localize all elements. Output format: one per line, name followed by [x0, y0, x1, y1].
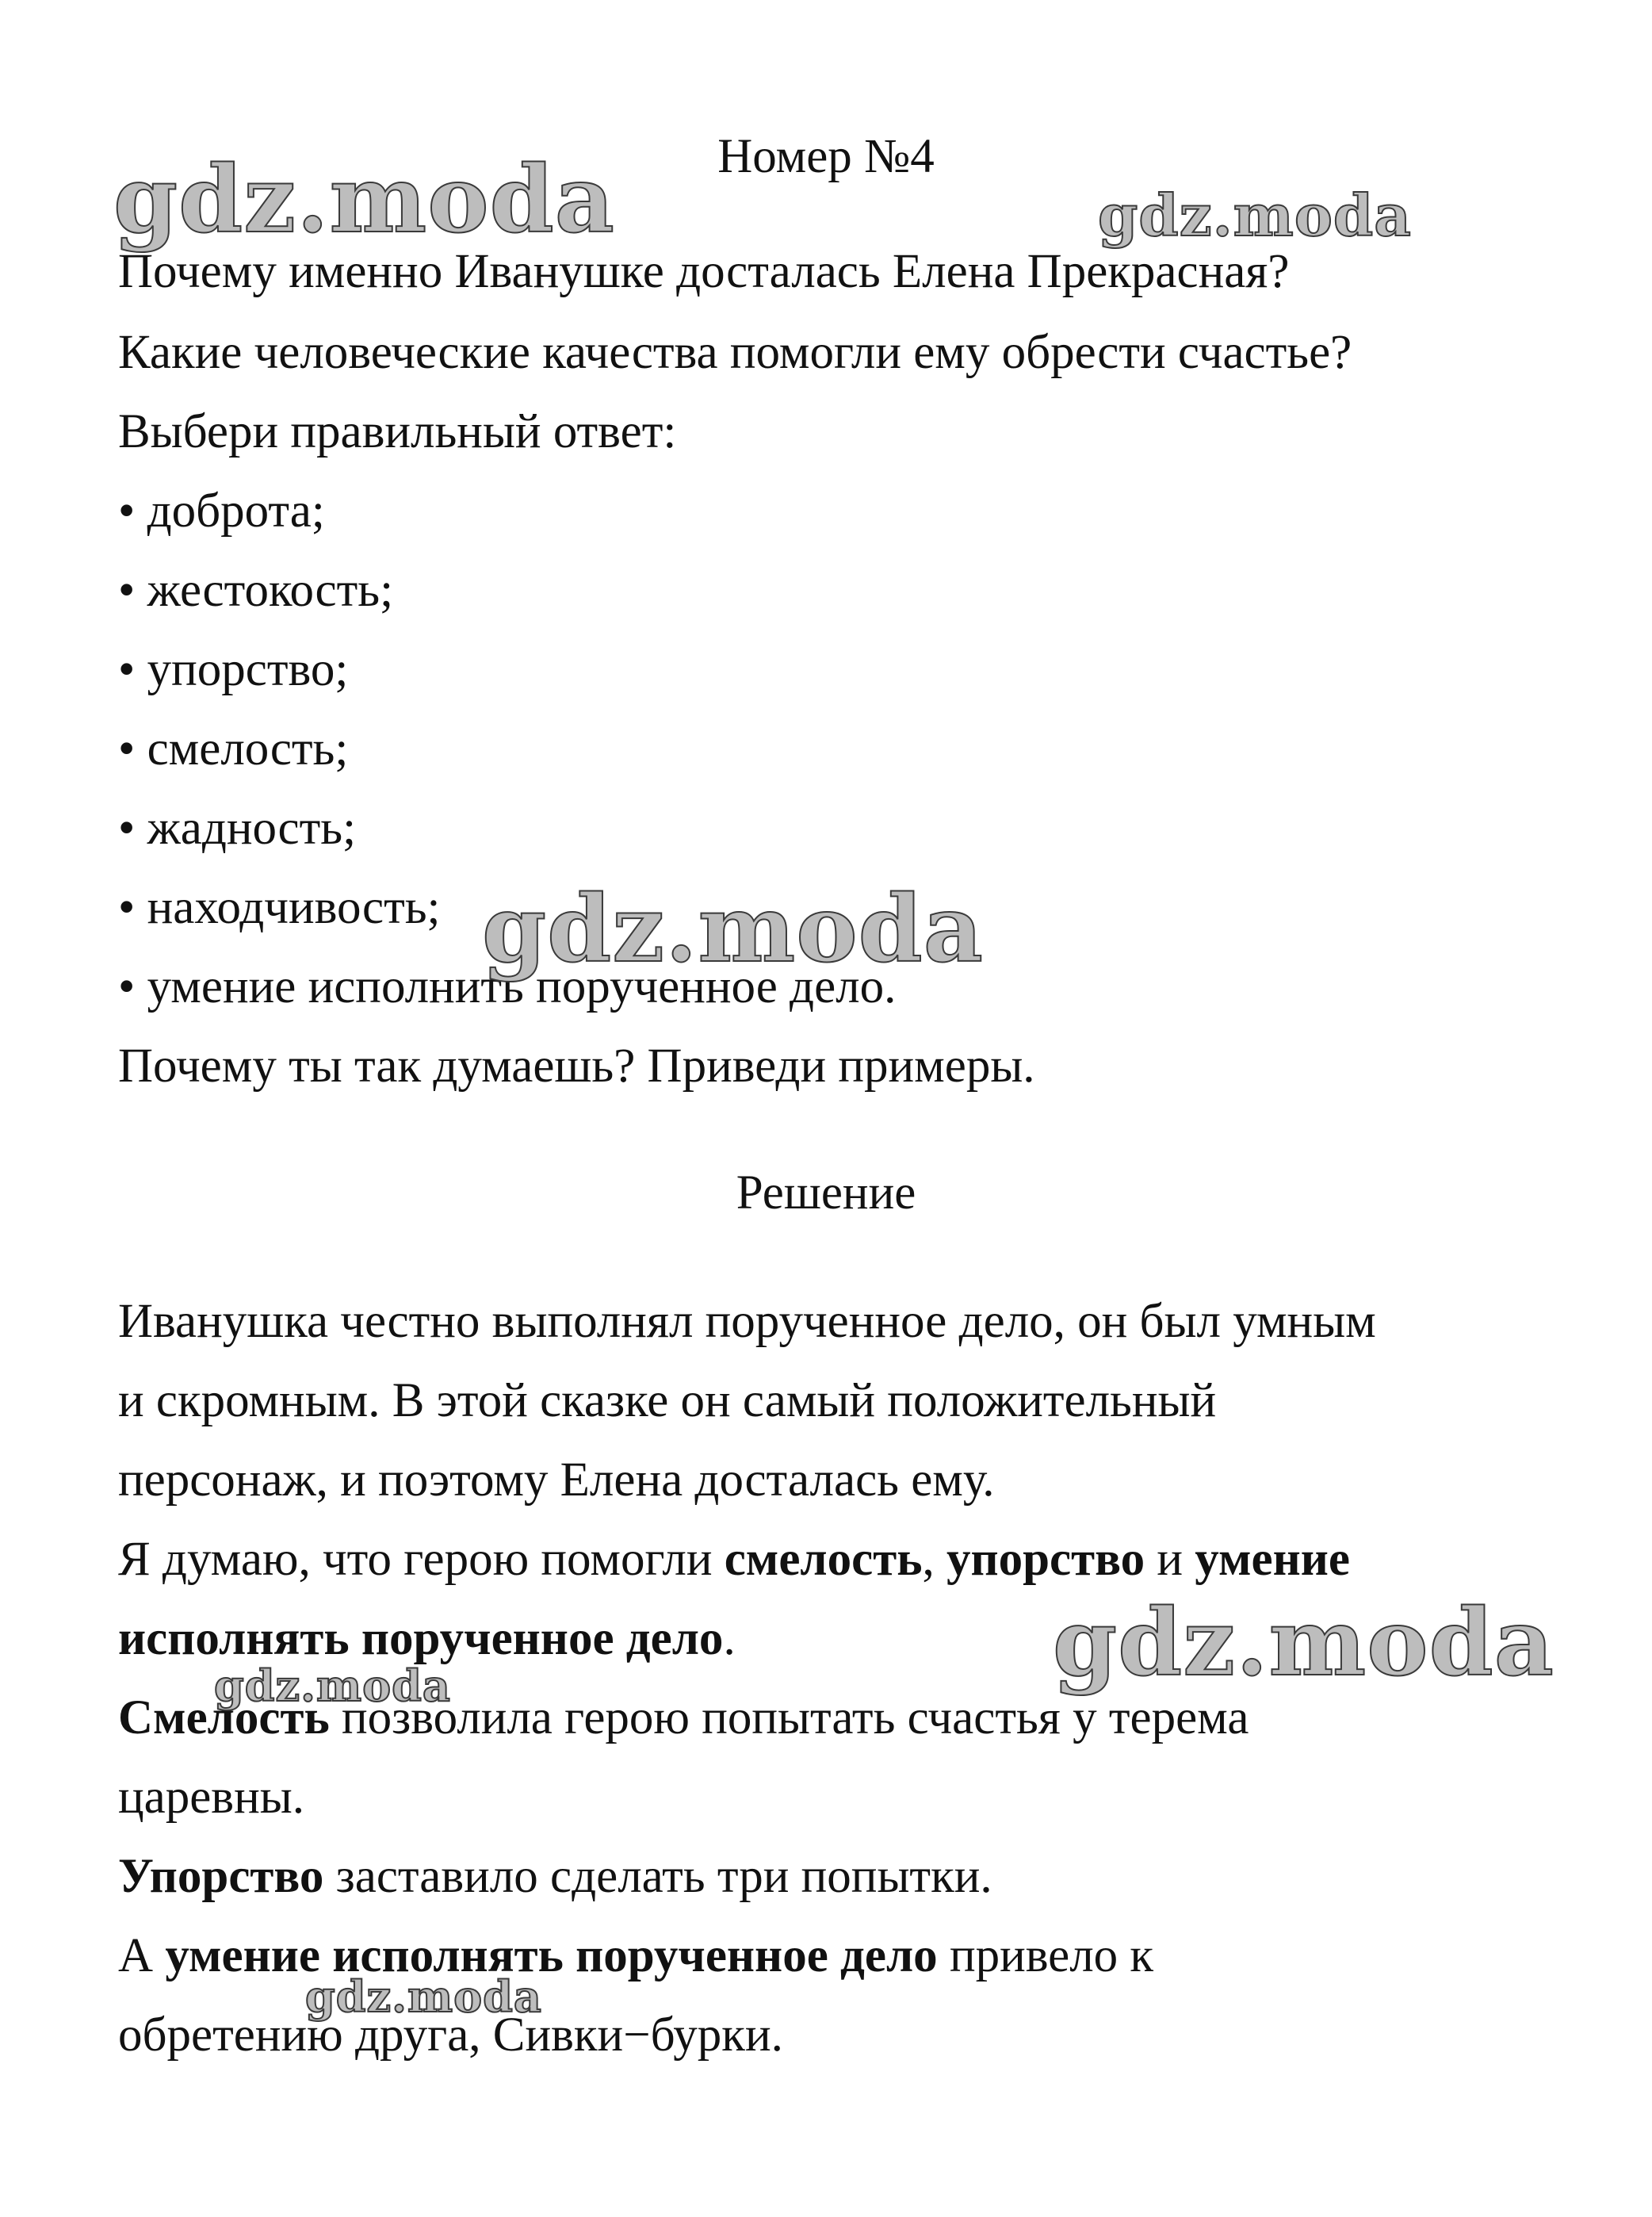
- bold-courage: смелость: [724, 1533, 923, 1586]
- bold-persistence: упорство: [946, 1533, 1145, 1586]
- bold-skill-term: умение исполнять порученное дело: [165, 1929, 938, 1982]
- option-item: • упорство;: [118, 643, 349, 696]
- bold-skill-rest: исполнять порученное дело: [118, 1612, 724, 1665]
- solution-p2-line-1: [118, 1532, 1350, 1587]
- question-line-1: Почему именно Иванушке досталась Елена Прекрасная?: [118, 245, 1290, 298]
- text-run: .: [723, 1612, 736, 1665]
- bold-courage-term: Смелость: [118, 1691, 330, 1744]
- text-run: привело к: [937, 1929, 1154, 1982]
- watermark-logo: gdz.moda: [113, 146, 615, 254]
- solution-p2-line-2: [118, 1611, 736, 1667]
- page-title: Номер №4: [717, 130, 935, 183]
- solution-p5-line-2: обретению друга, Сивки−бурки.: [118, 2008, 783, 2062]
- solution-p1-line-3: персонаж, и поэтому Елена досталась ему.: [118, 1453, 995, 1507]
- watermark-logo: gdz.moda: [1053, 1589, 1554, 1697]
- bold-persistence-term: Упорство: [118, 1850, 324, 1903]
- text-run: А: [118, 1929, 166, 1982]
- text-run: ,: [922, 1533, 946, 1586]
- solution-p1-line-2: и скромным. В этой сказке он самый положительный: [118, 1374, 1217, 1427]
- watermark-logo: gdz.moda: [214, 1660, 451, 1711]
- watermark-logo: gdz.moda: [305, 1971, 542, 2022]
- option-item: • смелость;: [118, 722, 349, 775]
- watermark-logo: gdz.moda: [1098, 182, 1412, 249]
- watermark-logo: gdz.moda: [482, 875, 984, 983]
- solution-p4-line-1: [118, 1849, 992, 1905]
- question-line-3: Выбери правильный ответ:: [118, 405, 677, 458]
- option-item: • жестокость;: [118, 564, 394, 617]
- solution-heading: Решение: [736, 1166, 916, 1220]
- option-item: • доброта;: [118, 484, 325, 538]
- solution-p3-line-2: царевны.: [118, 1771, 304, 1824]
- bold-skill: умение: [1195, 1533, 1350, 1586]
- option-item: • жадность;: [118, 802, 357, 855]
- question-line-4: Почему ты так думаешь? Приведи примеры.: [118, 1040, 1035, 1093]
- text-run: позволила герою попытать счастья у терема: [329, 1691, 1249, 1744]
- text-run: Я думаю, что герою помогли: [118, 1533, 725, 1586]
- option-item: • находчивость;: [118, 881, 441, 934]
- text-run: и: [1145, 1533, 1195, 1586]
- text-run: заставило сделать три попытки.: [323, 1850, 992, 1903]
- solution-p1-line-1: Иванушка честно выполнял порученное дело, он был умным: [118, 1295, 1376, 1348]
- question-line-2: Какие человеческие качества помогли ему обрести счастье?: [118, 326, 1352, 379]
- option-item: • умение исполнить порученное дело.: [118, 960, 897, 1013]
- solution-p5-line-1: [118, 1928, 1153, 1984]
